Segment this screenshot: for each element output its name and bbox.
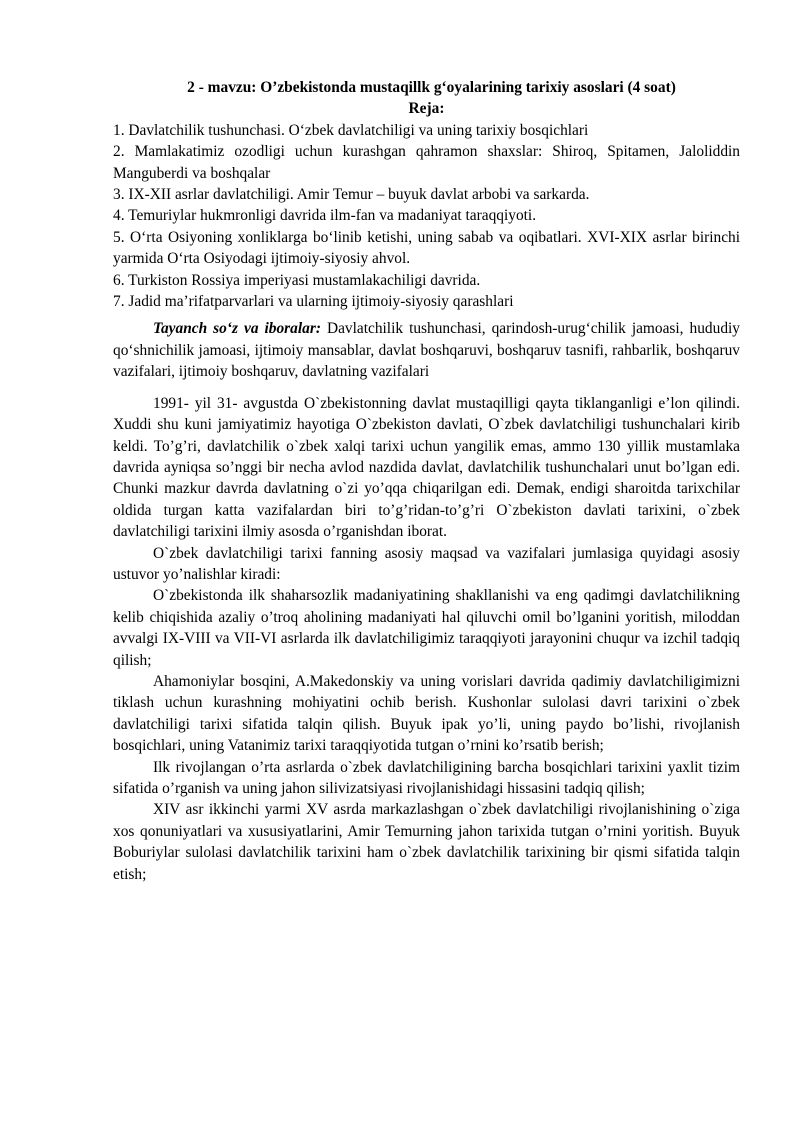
plan-heading: Reja: [408, 100, 445, 118]
plan-item: 7. Jadid ma’rifatparvarlari va ularning ijtimoiy-siyosiy qarashlari [113, 293, 514, 311]
keywords-text: Davlatchilik tushunchasi, qarindosh-urug‘chilik jamoasi, hududiy qo‘shnichilik jamoasi, ijtimoiy mansablar, davlat boshqaruvi, boshqaruv tasnifi, rahbarlik, boshqaruv vazifalari, ijtimoiy boshqaruv, davlatning vazifalari [113, 320, 740, 381]
keywords-paragraph [113, 318, 740, 382]
body-paragraph: XIV asr ikkinchi yarmi XV asrda markazlashgan o`zbek davlatchiligi rivojlanishining o`ziga xos qonuniyatlari va xususiyatlarini, Amir Temurning jahon tarixida tutgan o’rnini yoritish. Buyuk Boburiylar sulolasi davlatchilik tarixini ham o`zbek davlatchilik tarixining bir qismi sifatida talqin etish; [113, 801, 740, 883]
body-paragraph: Ahamoniylar bosqini, A.Makedonskiy va uning vorislari davrida qadimiy davlatchiligimizni tiklash uchun kurashning mohiyatini ochib berish. Kushonlar sulolasi davri tarixini o`zbek davlatchiligi tarixi sifatida talqin qilish. Buyuk ipak yo’li, uning paydo bo’lishi, rivojlanish bosqichlari, uning Vatanimiz tarixi taraqqiyotida tutgan o’rnini ko’rsatib berish; [113, 672, 740, 755]
plan-item: 5. O‘rta Osiyoning xonliklarga bo‘linib ketishi, uning sabab va oqibatlari. XVI-XIX asrlar birinchi yarmida O‘rta Osiyodagi ijtimoiy-siyosiy ahvol. [113, 228, 740, 268]
body-paragraph: O`zbek davlatchiligi tarixi fanning asosiy maqsad va vazifalari jumlasiga quyidagi asosiy ustuvor yo’nalishlar kiradi: [113, 544, 740, 583]
plan-item: 2. Mamlakatimiz ozodligi uchun kurashgan qahramon shaxslar: Shiroq, Spitamen, Jaloliddin Manguberdi va boshqalar [113, 143, 740, 182]
body-paragraph: 1991- yil 31- avgustda O`zbekistonning davlat mustaqilligi qayta tiklanganligi e’lon qilindi. Xuddi shu kuni jamiyatimiz hayotiga O`zbekiston davlati, O`zbek davlatchiligi tushunchalari kirib keldi. To’g’ri, davlatchilik o`zbek xalqi tarixi uchun yangilik emas, ammo 130 yillik mustamlaka davrida ayniqsa so’nggi bir necha avlod nazdida davlat, davlatchilik tushunchalari unut bo’lgan edi. Chunki mazkur davrda davlatning o`zi yo’qqa chiqarilgan edi. Demak, endigi sharoitda tarixchilar oldida turgan katta vazifalardan biri to’g’ridan-to’g’ri O`zbekiston davlati tarixini, o`zbek davlatchiligi tarixini ilmiy asosda o’rganishdan iborat. [113, 394, 740, 541]
body-text [113, 393, 740, 885]
plan-item: 1. Davlatchilik tushunchasi. O‘zbek davlatchiligi va uning tarixiy bosqichlari [113, 121, 589, 139]
keywords-label: Tayanch so‘z va iboralar: [153, 320, 321, 338]
plan-item: 3. IX-XII asrlar davlatchiligi. Amir Temur – buyuk davlat arbobi va sarkarda. [113, 186, 590, 204]
body-paragraph: Ilk rivojlangan o’rta asrlarda o`zbek davlatchiligining barcha bosqichlari tarixini yaxlit tizim sifatida o’rganish va uning jahon silivizatsiyasi rivojlanishidagi hissasini tadqiq qilish; [113, 758, 740, 797]
page-title: 2 - mavzu: O’zbekistonda mustaqillk g‘oyalarining tarixiy asoslari (4 soat) [187, 79, 676, 96]
document-page [113, 77, 740, 885]
plan-item: 4. Temuriylar hukmronligi davrida ilm-fan va madaniyat taraqqiyoti. [113, 207, 537, 225]
plan-list [113, 120, 740, 313]
plan-item: 6. Turkiston Rossiya imperiyasi mustamlakachiligi davrida. [113, 271, 481, 289]
body-paragraph: O`zbekistonda ilk shaharsozlik madaniyatining shakllanishi va eng qadimgi davlatchilikning kelib chiqishida azaliy o’troq aholining madaniyati hal qiluvchi omil bo’lganini yoritish, miloddan avvalgi IX-VIII va VII-VI asrlarda ilk davlatchiligimiz taraqqiyoti jarayonini chuqur va izchil tadqiq qilish; [113, 587, 740, 669]
